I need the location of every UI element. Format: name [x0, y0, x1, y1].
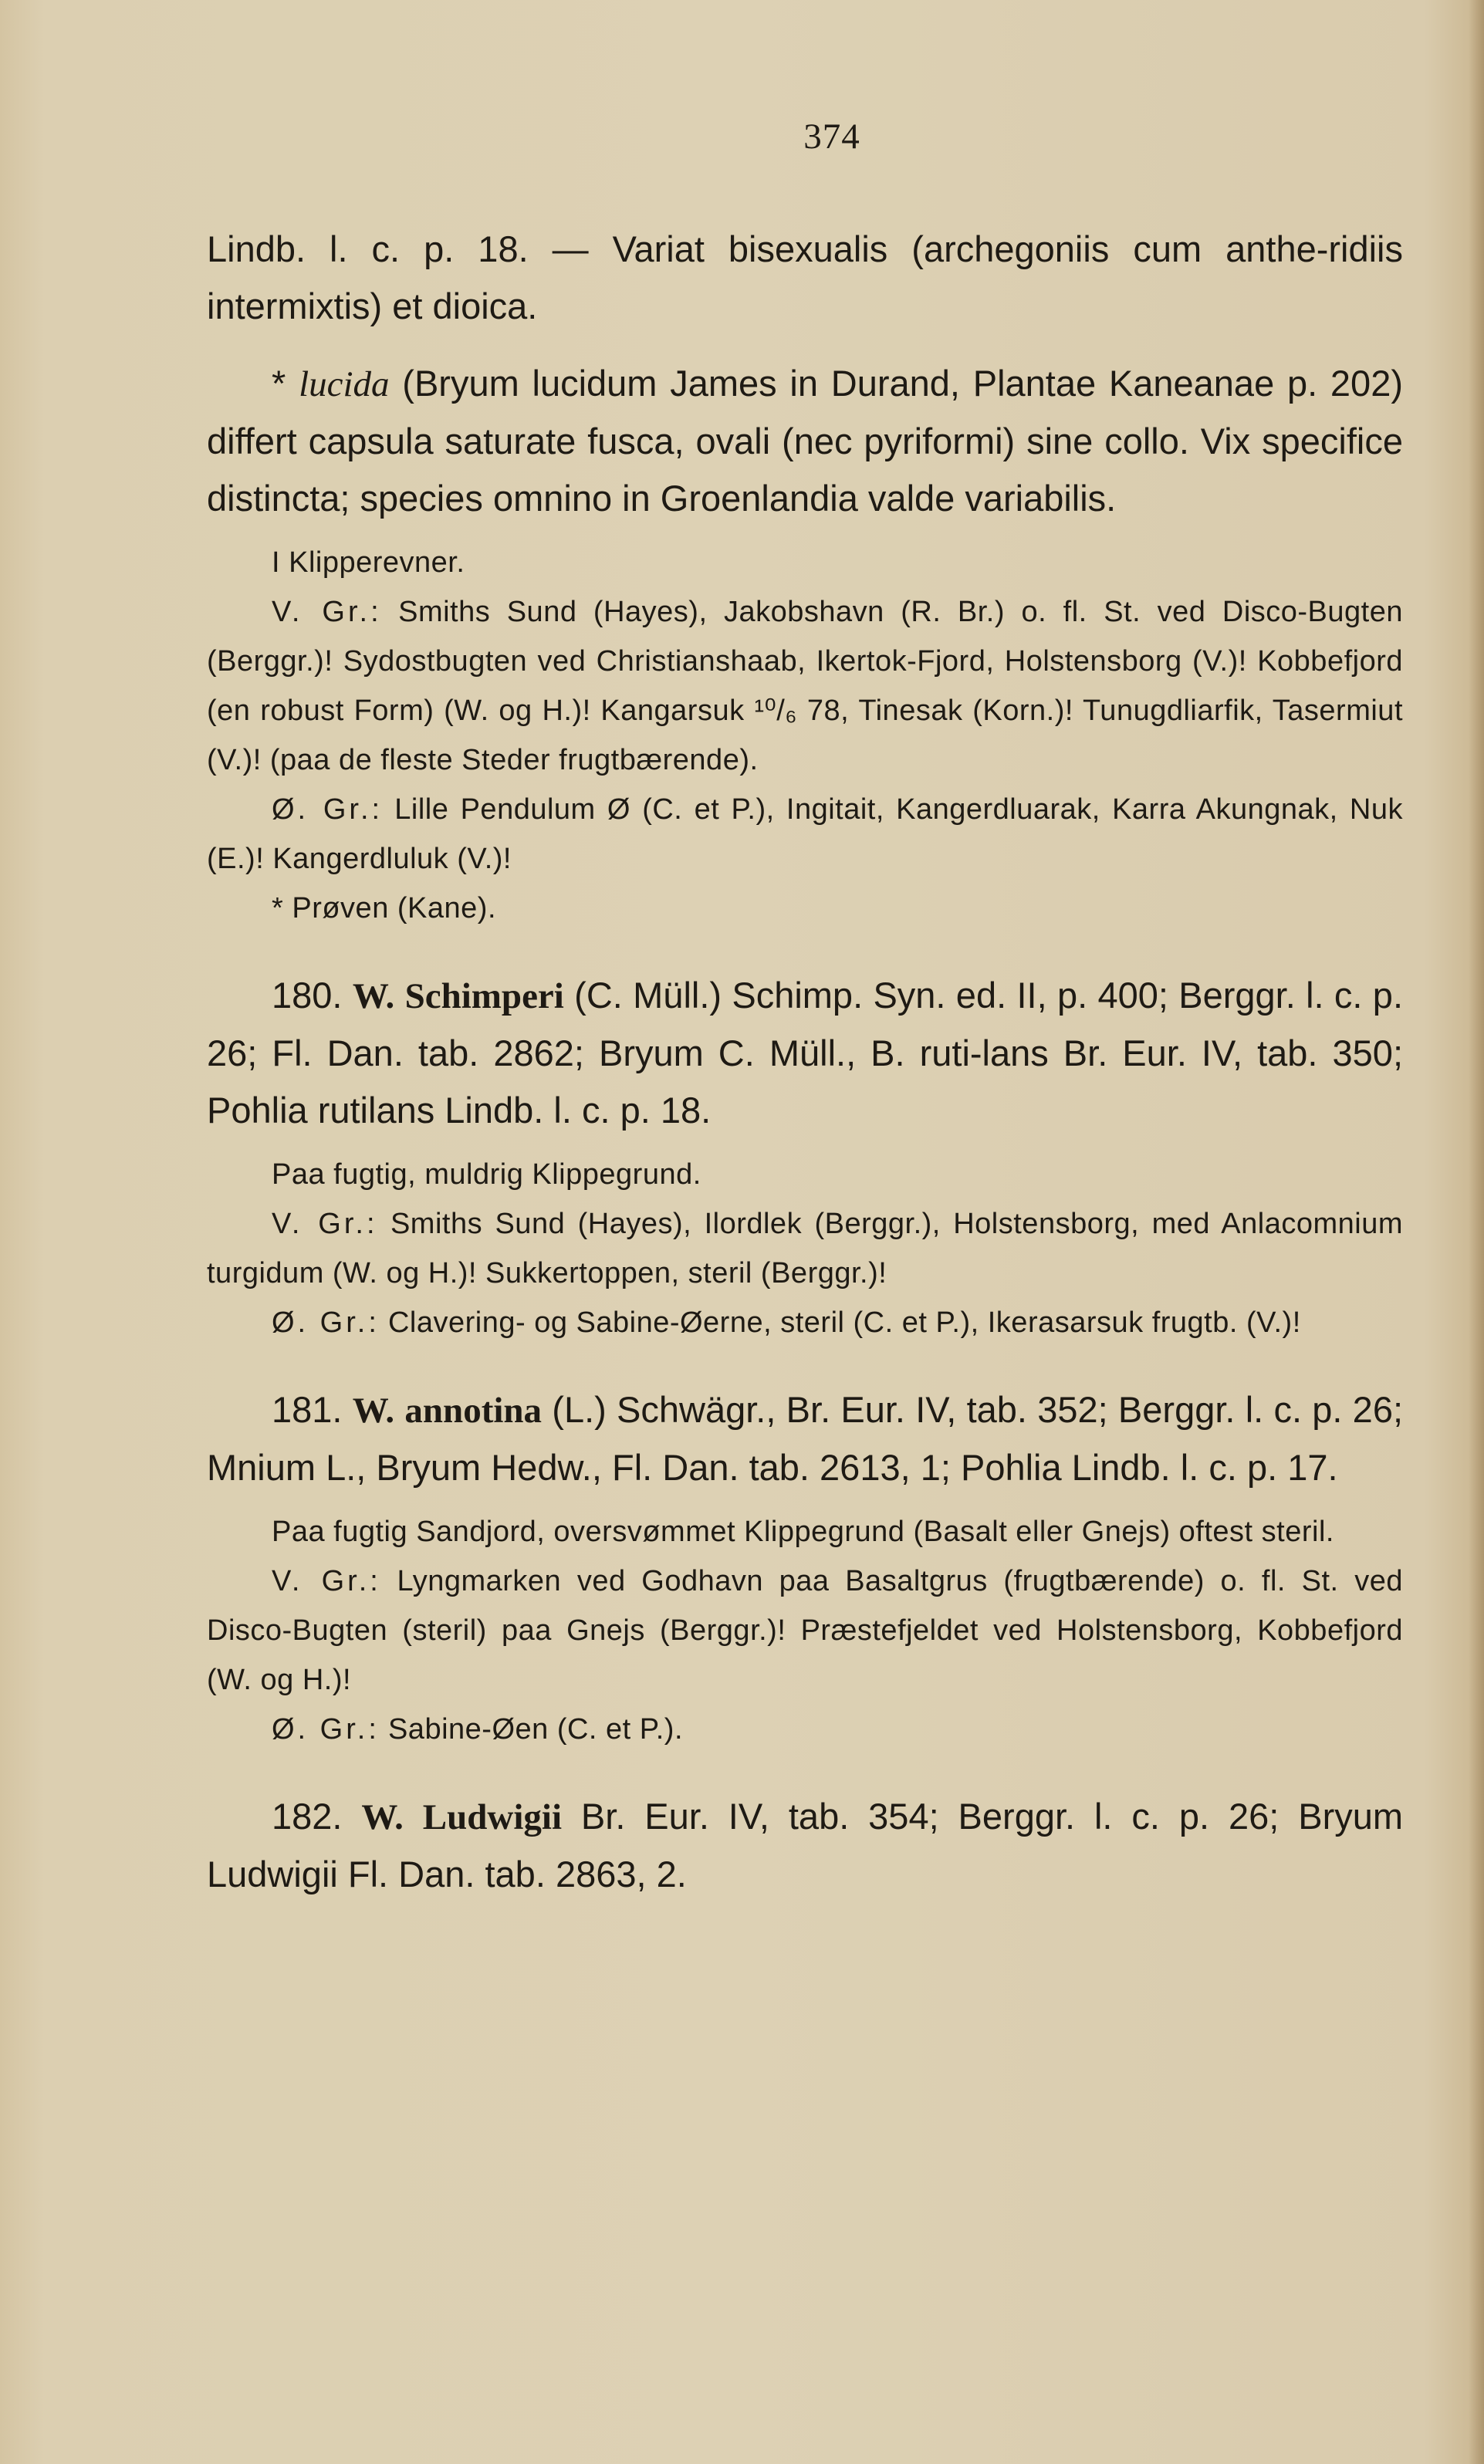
entry-east-greenland	[207, 1298, 1403, 1347]
entry-182	[207, 1788, 1403, 1903]
east-greenland-text: Clavering- og Sabine-Øerne, steril (C. et P.), Ikerasarsuk frugtb. (V.)!	[379, 1306, 1301, 1339]
intro-east-greenland	[207, 785, 1403, 884]
east-greenland-label: Ø. Gr.:	[272, 1713, 380, 1746]
entry-west-greenland	[207, 1199, 1403, 1298]
intro-west-greenland	[207, 587, 1403, 785]
entry-species: Ludwigii	[422, 1797, 563, 1837]
entry-habitat: Paa fugtig Sandjord, oversvømmet Klippegrund (Basalt eller Gnejs) oftest steril.	[272, 1516, 1334, 1548]
east-greenland-text: Lille Pendulum Ø (C. et P.), Ingitait, Kangerdluarak, Karra Akungnak, Nuk (E.)! Kangerdluluk (V.)!	[207, 793, 1403, 875]
entry-west-greenland	[207, 1556, 1403, 1705]
west-greenland-label: V. Gr.:	[272, 1565, 381, 1597]
entry-180	[207, 967, 1403, 1347]
east-greenland-label: Ø. Gr.:	[272, 793, 384, 826]
entry-number: 180.	[272, 975, 343, 1016]
entry-citation	[207, 1381, 1403, 1496]
intro-star-line: * Prøven (Kane).	[272, 892, 496, 924]
west-greenland-text: Smiths Sund (Hayes), Ilordlek (Berggr.), Holstensborg, med Anlacomnium turgidum (W. og H.)! Sukkertoppen, steril (Berggr.)!	[207, 1208, 1404, 1289]
entry-genus: W.	[361, 1797, 404, 1837]
entry-habitat: Paa fugtig, muldrig Klippegrund.	[272, 1158, 701, 1191]
entry-citation-text: Br. Eur. IV, tab. 354; Berggr. l. c. p. 26; Bryum Ludwigii Fl. Dan. tab. 2863, 2.	[207, 1796, 1404, 1894]
entry-number: 182.	[272, 1796, 343, 1837]
lucida-star: *	[272, 363, 299, 404]
page-edge-shadow	[1469, 0, 1484, 2464]
east-greenland-text: Sabine-Øen (C. et P.).	[379, 1713, 684, 1746]
entry-citation-text: (L.) Schwägr., Br. Eur. IV, tab. 352; Berggr. l. c. p. 26; Mnium L., Bryum Hedw., Fl. Dan. tab. 2613, 1; Pohlia Lindb. l. c. p. 17.	[207, 1389, 1404, 1488]
lucida-name: lucida	[299, 364, 390, 404]
west-greenland-label: V. Gr.:	[272, 596, 382, 628]
entry-east-greenland	[207, 1705, 1403, 1754]
intro-habitat: I Klipperevner.	[272, 546, 465, 579]
west-greenland-label: V. Gr.:	[272, 1208, 378, 1240]
west-greenland-text: Lyngmarken ved Godhavn paa Basaltgrus (frugtbærende) o. fl. St. ved Disco-Bugten (steril) paa Gnejs (Berggr.)! Præstefjeldet ved Holstensborg, Kobbefjord (W. og H.)!	[207, 1565, 1403, 1696]
entry-number: 181.	[272, 1389, 343, 1430]
entry-species: Schimperi	[404, 976, 564, 1016]
page-number: 374	[803, 117, 860, 157]
lucida-paragraph	[207, 355, 1403, 527]
entry-citation	[207, 1788, 1403, 1903]
entry-181	[207, 1381, 1403, 1754]
lucida-text: (Bryum lucidum James in Durand, Plantae Kaneanae p. 202) differt capsula saturate fusca, ovali (nec pyriformi) sine collo. Vix specifice distincta; species omnino in Groenlandia valde variabilis.	[207, 363, 1403, 519]
entry-citation	[207, 967, 1403, 1139]
entry-genus: W.	[352, 1391, 395, 1431]
intro-paragraph: Lindb. l. c. p. 18. — Variat bisexualis (archegoniis cum anthe-ridiis intermixtis) et dioica.	[207, 228, 1403, 326]
entry-genus: W.	[352, 976, 395, 1016]
entry-citation-text: (C. Müll.) Schimp. Syn. ed. II, p. 400; Berggr. l. c. p. 26; Fl. Dan. tab. 2862; Bryum C. Müll., B. ruti-lans Br. Eur. IV, tab. 350; Pohlia rutilans Lindb. l. c. p. 18.	[207, 975, 1404, 1131]
entry-species: annotina	[404, 1391, 543, 1431]
page-content	[207, 116, 1403, 1903]
west-greenland-text: Smiths Sund (Hayes), Jakobshavn (R. Br.) o. fl. St. ved Disco-Bugten (Berggr.)! Sydostbugten ved Christianshaab, Ikertok-Fjord, Holstensborg (V.)! Kobbefjord (en robust Form) (W. og H.)! Kangarsuk ¹⁰/₆ 78, Tinesak (Korn.)! Tunugdliarfik, Tasermiut (V.)! (paa de fleste Steder frugtbærende).	[207, 596, 1403, 776]
east-greenland-label: Ø. Gr.:	[272, 1306, 380, 1339]
